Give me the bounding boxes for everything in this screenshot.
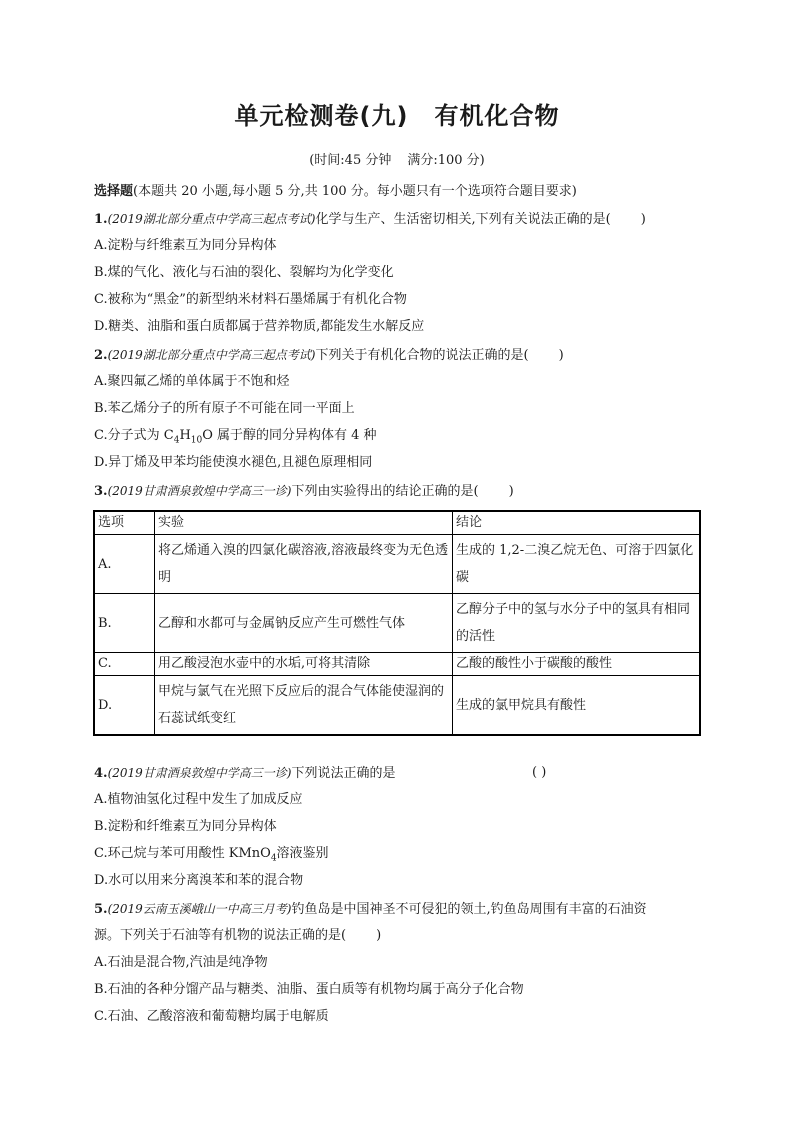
table-row xyxy=(94,653,700,676)
option-text: 溶液鉴别 xyxy=(276,846,329,861)
table-cell: 生成的 1,2-二溴乙烷无色、可溶于四氯化碳 xyxy=(453,535,701,594)
question-text: 源。下列关于石油等有机物的说法正确的是( xyxy=(94,928,347,943)
question-source: (2019湖北部分重点中学高三起点考试) xyxy=(107,348,316,362)
q5-option-c: C.石油、乙酸溶液和葡萄糖均属于电解质 xyxy=(94,1009,329,1024)
q2-option-c xyxy=(94,427,377,450)
table-cell: D. xyxy=(94,676,155,736)
question-text: 化学与生产、生活密切相关,下列有关说法正确的是( xyxy=(315,212,611,227)
question-source: (2019甘肃酒泉敦煌中学高三一诊) xyxy=(107,766,292,780)
table-cell: A. xyxy=(94,535,155,594)
q2-option-a: A.聚四氟乙烯的单体属于不饱和烃 xyxy=(94,374,290,389)
answer-paren: ( ) xyxy=(532,765,547,780)
subscript: 4 xyxy=(173,435,180,446)
table-header: 实验 xyxy=(155,511,453,535)
q1-option-b: B.煤的气化、液化与石油的裂化、裂解均为化学变化 xyxy=(94,265,394,280)
question-source: (2019湖北部分重点中学高三起点考试) xyxy=(107,212,316,226)
table-header: 选项 xyxy=(94,511,155,535)
q4-option-d: D.水可以用来分离溴苯和苯的混合物 xyxy=(94,873,304,888)
q4-option-c xyxy=(94,845,329,868)
question-number: 4. xyxy=(94,766,108,781)
table-cell: C. xyxy=(94,653,155,676)
page-title xyxy=(0,96,794,131)
table-cell: 用乙酸浸泡水壶中的水垢,可将其清除 xyxy=(155,653,453,676)
question-2-stem xyxy=(94,346,564,365)
question-4-stem xyxy=(94,764,396,783)
q4-option-a: A.植物油氢化过程中发生了加成反应 xyxy=(94,792,303,807)
q2-option-b: B.苯乙烯分子的所有原子不可能在同一平面上 xyxy=(94,401,355,416)
question-text: 钓鱼岛是中国神圣不可侵犯的领土,钓鱼岛周围有丰富的石油资 xyxy=(291,902,647,917)
time-limit: (时间:45 分钟 xyxy=(309,153,392,168)
question-number: 2. xyxy=(94,348,108,363)
section-header xyxy=(94,180,577,199)
question-source: (2019云南玉溪峨山一中高三月考) xyxy=(107,902,292,916)
section-label: 选择题 xyxy=(94,184,134,199)
q1-option-d: D.糖类、油脂和蛋白质都属于营养物质,都能发生水解反应 xyxy=(94,319,425,334)
table-cell: 乙醇分子中的氢与水分子中的氢具有相同的活性 xyxy=(453,594,701,653)
full-score: 满分:100 分) xyxy=(407,153,485,168)
table-row xyxy=(94,676,700,736)
option-text: C.分子式为 C xyxy=(94,428,174,443)
table-row xyxy=(94,594,700,653)
question-text: 下列说法正确的是 xyxy=(291,766,396,781)
answer-paren-close: ) xyxy=(558,348,564,363)
option-text: H xyxy=(179,428,191,443)
table-cell: B. xyxy=(94,594,155,653)
q5-option-b: B.石油的各种分馏产品与糖类、油脂、蛋白质等有机物均属于高分子化合物 xyxy=(94,982,524,997)
table-cell: 乙醇和水都可与金属钠反应产生可燃性气体 xyxy=(155,594,453,653)
q1-option-a: A.淀粉与纤维素互为同分异构体 xyxy=(94,238,277,253)
title-topic: 有机化合物 xyxy=(434,102,560,130)
option-text: O 属于醇的同分异构体有 4 种 xyxy=(202,428,377,443)
q1-option-c: C.被称为“黑金”的新型纳米材料石墨烯属于有机化合物 xyxy=(94,292,407,307)
table-header: 结论 xyxy=(453,511,701,535)
question-5-stem xyxy=(94,900,647,919)
table-cell: 将乙烯通入溴的四氯化碳溶液,溶液最终变为无色透明 xyxy=(155,535,453,594)
subscript: 4 xyxy=(270,853,277,864)
section-desc: (本题共 20 小题,每小题 5 分,共 100 分。每小题只有一个选项符合题目要求) xyxy=(133,184,577,199)
table-row xyxy=(94,535,700,594)
table-cell: 生成的氯甲烷具有酸性 xyxy=(453,676,701,736)
option-text: C.环己烷与苯可用酸性 KMnO xyxy=(94,846,271,861)
question-1-stem xyxy=(94,210,646,229)
experiment-table xyxy=(93,510,701,736)
question-number: 1. xyxy=(94,212,108,227)
question-3-stem xyxy=(94,482,514,501)
answer-paren-close: ) xyxy=(640,212,646,227)
table-header-row xyxy=(94,511,700,535)
question-text: 下列由实验得出的结论正确的是( xyxy=(291,484,479,499)
question-number: 5. xyxy=(94,902,108,917)
table-cell: 甲烷与氯气在光照下反应后的混合气体能使湿润的石蕊试纸变红 xyxy=(155,676,453,736)
title-main: 单元检测卷(九) xyxy=(234,102,409,130)
q5-option-a: A.石油是混合物,汽油是纯净物 xyxy=(94,955,268,970)
answer-paren-close: ) xyxy=(376,928,382,943)
question-number: 3. xyxy=(94,484,108,499)
answer-paren-close: ) xyxy=(508,484,514,499)
table-cell: 乙酸的酸性小于碳酸的酸性 xyxy=(453,653,701,676)
question-text: 下列关于有机化合物的说法正确的是( xyxy=(315,348,529,363)
exam-info xyxy=(0,149,794,168)
subscript: 10 xyxy=(190,435,203,446)
q2-option-d: D.异丁烯及甲苯均能使溴水褪色,且褪色原理相同 xyxy=(94,455,373,470)
question-source: (2019甘肃酒泉敦煌中学高三一诊) xyxy=(107,484,292,498)
q4-option-b: B.淀粉和纤维素互为同分异构体 xyxy=(94,819,277,834)
question-5-stem-cont xyxy=(94,927,381,945)
